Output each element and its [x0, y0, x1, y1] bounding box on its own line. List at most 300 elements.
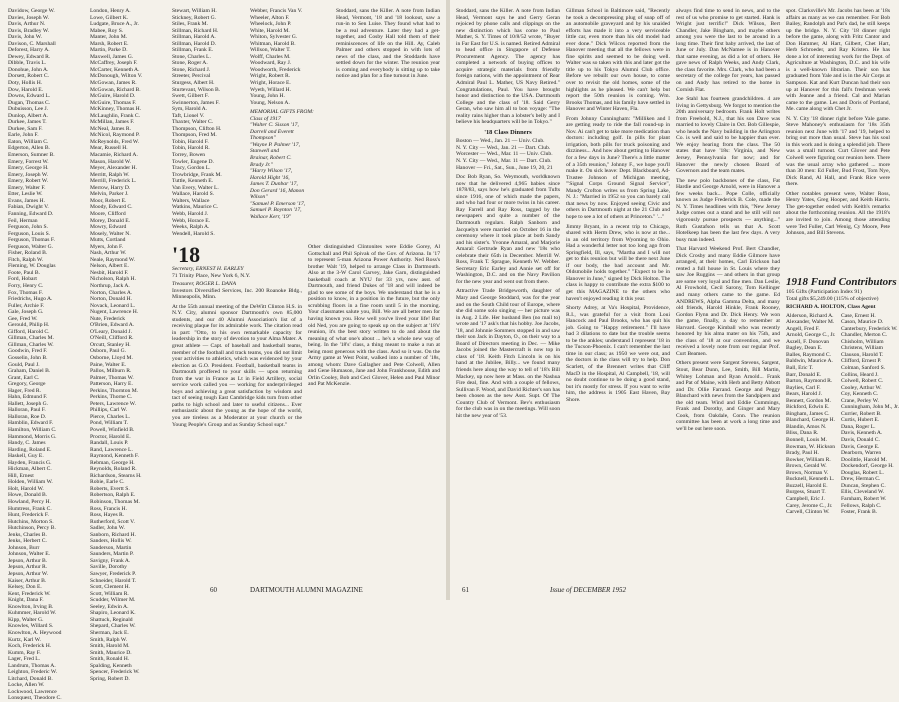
contributor-name: Kurtz, Karl W. — [8, 636, 41, 643]
contributor-name: Jenks, Charles B. — [8, 531, 47, 538]
fund-title: 1918 Fund Contributors — [786, 276, 897, 288]
left-page-number: 60 — [210, 586, 217, 594]
contributor-name: Wallace, Harold S. — [172, 191, 215, 198]
fund-contributor-name: Ellis, Cleveland W. — [841, 489, 885, 496]
fund-contributor-name: Bingham, James C. — [786, 410, 830, 417]
contributor-name: Fuller, Archie F. — [8, 302, 45, 309]
contributor-name: Leighton, Frederic W. — [8, 669, 58, 676]
contributor-name: Moody, Edward C. — [90, 204, 133, 211]
memorial-gift-line: Stanwell and — [250, 148, 280, 155]
contributor-name: Jepson, Arthur B. — [8, 557, 48, 564]
fund-contributor-name: Colman, Sanford S. — [841, 365, 886, 372]
contributor-name: Morey, Donald E. — [90, 217, 131, 224]
fund-contributor-name: Canterbury, Frederick W. — [841, 325, 898, 332]
contributor-name: Maxwell, James G. — [90, 53, 134, 60]
fund-contributor-name: Case, Ernest H. — [841, 312, 876, 319]
contributor-name: Marsh, Robert E. — [90, 40, 129, 47]
fund-list-b — [841, 312, 899, 516]
fund-contributor-name: Christens, William — [841, 345, 883, 352]
contributor-name: Landrum, Thomas A. — [8, 662, 56, 669]
contributor-name: Rand, Lawrence L. — [90, 446, 133, 453]
contributor-name: Emerson, Sumner B. — [8, 152, 55, 159]
contributor-name: O'Brien, Edward A. — [90, 322, 135, 329]
right-col3-body-3: The new polo backbones of the class, Fat Hardie and George Arnold, were in Hanover a few weeks back... Pope Colle, officially known as Judge Frederick B. Cole, made the N. Y. Times headlines with this, "New Jersey Judge comes out a stand and he still will not vigorously pursue prospects — anything..." Ruth Gustafson tells us that A. Scott Hotelkeep has been the last few days. A very busy man indeed. — [676, 177, 780, 243]
contributor-name: Ferguson, Louis S. — [8, 230, 51, 237]
contributor-name: Fox, Thomas F. — [8, 289, 43, 296]
contributor-name: Stone, Richard J. — [172, 66, 211, 73]
contributor-name: Webb, Horace E. — [172, 217, 211, 224]
fund-contributor-name: Bowker, William R. — [786, 456, 831, 463]
memorial-gift-line: Don Gerard '16, Manon — [250, 187, 305, 194]
fund-contributor-name: Brown, Gerald W. — [786, 463, 827, 470]
right-col3-body-5: Others present were Sargent Stevens, Sargent, Stout, Bear Dunn, Lee, Smith, Bill Martin, Whitey Lohman and Ryan Arnold... Frank and Pat of Maine, with Herb and Betty Abbott and Dr. Ollie Farrand. George and Peggy Blanchard with news from the Sandpipers and the old team. Wind and Eddie Cummings, Frank and Dorothy, and Ginger and Mary Cook, from Oakdale, Conn. The reunion committee has been at work a long time and we'll be out here soon. — [676, 360, 780, 432]
events-title: '18 Class Dinners — [484, 128, 532, 136]
contributor-name: Ferguson, John S. — [8, 224, 48, 231]
fund-contributor-name: Carvell, Clinton W. — [786, 509, 830, 516]
right-col1-body-3: Attractive Trade Bridgeworth, daughter of Mary and George Stoddard, was for the year and on the South Child tour of Europe, where she did some solo singing — her picture was in Aug. 2 Life. Her husband Ben (no mail to) wrote and '17 ask's that his hobby. Joe Jacobs, '18, and Johnnie Sommers stopped in and saw their son Jack in Dayton, O., on their way to a Board of Directors meeting in Dec. — Mike Jacobs joined the Mastercraft is now top in class of '18. Keith Fitch Lincoln is on his hand at the Jubilee, Billy... we found many friends here along the way to tell of '18's Bill Mackey, up now here at Mass. on the Nashua Fire deal, fine. And with a couple of fellows, Sullivan F. Wood, and David Richter's son has been chosen as the new Asst. Supt. Of The Country Club of Vermont. Bev's enthusiasm for the club was in on the meetings. Will soon hit the new year of '53. — [456, 288, 560, 419]
contributor-name: Shattuck, Reginald — [90, 616, 133, 623]
contributor-name: Norton, Charles A. — [90, 289, 133, 296]
fund-contributor-name: Blandin, Amos N. — [786, 423, 827, 430]
contributor-name: Johnson, Walter E. — [8, 551, 51, 558]
right-col1-body-2: Doc Bob Ryan, So. Weymouth, worldknown now that he delivered 4,965 babies since 1878/83, says how he's graduated from Tufts since 1916, one of which made the papers, and who had four or more twins in his career. Ray Farrell and Ray Ross, tagged by the newspapers and quite a number of the Dartmouth regulars. Ralph Sanborn and Jacquelyn were married on October 16 in the ceremony where it took place at both Sandy and his sister's. Yvonne Amaral, and Marjorie Amaral: Gertrude Ryan and new '18s who celebrate their 65th in December. Merrill W. Ross, Frank T. Sprague, Kenneth W. Webber. Secretary Eric Earley and Annie set off for Washington, D.C. and on the Navy Pavilion for the new year and went out from there. — [456, 174, 560, 285]
contributor-name: Davidow, George W. — [8, 8, 55, 14]
memorial-title: MEMORIAL GIFTS FROM: — [250, 109, 314, 116]
contributor-name: Nelson, Albert E. — [90, 263, 129, 270]
contributor-name: Jepson, Arthur R. — [8, 564, 48, 571]
contributor-name: Lager, Fred L. — [8, 656, 41, 663]
contributor-name: Davies, Joseph W. — [8, 14, 50, 21]
contributor-name: Spencer, Frederick W. — [90, 669, 140, 676]
contributor-name: Litchard, Donald B. — [8, 675, 53, 682]
contributor-name: Hutchins, Morton S. — [8, 518, 54, 525]
contributor-name: Hammond, Morris G. — [8, 433, 57, 440]
contributor-name: Palmer, Thomas W. — [90, 374, 134, 381]
right-col-3 — [676, 8, 780, 556]
fund-contributor-name: Drew, Herman C. — [841, 476, 881, 483]
contributor-name: Gee, Fred W. — [8, 315, 38, 322]
contributor-name: Durkee, Sam F. — [8, 125, 43, 132]
memorial-gift-line: James T. Dunbar '17, — [250, 181, 298, 188]
contributor-name: Mowry, Edward — [90, 224, 127, 231]
contributor-name: Humtress, Frank C. — [8, 505, 52, 512]
fund-contributor-name: Davis, Kenneth A. — [841, 430, 883, 437]
contributor-name: Raymond, Kenneth F. — [90, 453, 139, 460]
contributor-name: Van Every, Walter L. — [172, 184, 219, 191]
contributor-name: Stone, Charles L. — [172, 53, 211, 60]
fund-contributor-name: Balles, Raymond C. — [786, 351, 832, 358]
contributor-name: Martin, Parke D. — [90, 47, 128, 54]
contributor-name: Webber, Francis Van V. — [250, 8, 303, 14]
memorial-gift-line: "Walter C. Sisson '17, — [250, 122, 299, 129]
fund-contributor-name: Bickford, Edwin E. — [786, 404, 830, 411]
contributor-name: Kaiser, Arthur B. — [8, 577, 47, 584]
right-col2-body-2: From Johnny Cunningham: "Milliken and I are getting ready to ride the fall round-up in Nov. Ai can't get to take more medication than doctors: including golf. In pills for plant irrigation, both pills for truck poisoning and dizziness... And how about getting to Hanover for a few days in June? There's a little matter of a 35th reunion," Johnny F., we hope you'll make it. On sick leave: Dept. Blackboard, Ad- Trustee Johnson of Michigan meeting, '"Signal Corps Ground Signal Service", Mandy Crofton writes us from Spring Lake, N. J.: "Married in 1952 so you can barely call that news by now. Enjoyed seeing Civic and others in Dartmouth night at the 21 Club and hope to see a lot of others at Princeton." '..." — [566, 115, 670, 220]
contributor-name: Earle, John F. — [8, 132, 39, 139]
fund-contributor-name: Arnold, George C., Jr. — [786, 332, 836, 339]
contributor-name: Eaton, William C. — [8, 138, 49, 145]
contributor-name: Reynolds, Roland R. — [90, 466, 137, 473]
contributor-name: Streeter, Percival — [172, 73, 211, 80]
contributor-name: Durkee, James T. — [8, 119, 47, 126]
fund-contributor-name: Colwell, Robert C. — [841, 378, 884, 385]
fund-contributor-name: Dana, Roger L. — [841, 423, 876, 430]
fund-contributor-name: Dockendorf, George H. — [841, 463, 894, 470]
contributor-name: Tobin, Harold F. — [172, 138, 209, 145]
contributor-name: Etter, Leslie W. — [8, 191, 43, 198]
fund-contributor-name: Buzzell, Harold E. — [786, 482, 828, 489]
contributor-name: Richardson, Stearns H. — [90, 472, 142, 479]
contributor-name: Smith, Ronald H. — [90, 656, 130, 663]
contributor-name: Sadler, John W. — [90, 525, 125, 532]
fund-contributor-name: Blanchard, George H. — [786, 417, 835, 424]
contributor-name: Rebman, George H. — [90, 459, 135, 466]
memorial-gift-line: Wilson" — [250, 194, 268, 201]
contributor-name: Webb, Harold J. — [172, 210, 209, 217]
contributor-name: Lockwood, Lawrence — [8, 688, 57, 695]
memorial-gift-line: Samuel P. Boynton '17, — [250, 207, 302, 214]
contributor-name: Kent, Frederick W. — [8, 590, 51, 597]
contributor-name: Emery, George H. — [8, 165, 49, 172]
contributor-name: Swinnerton, James F. — [172, 99, 220, 106]
contributor-name: Emery, Robert W. — [8, 178, 49, 185]
contributor-name: Stillman, Harold D. — [172, 40, 217, 47]
fund-contributor-name: Doolittle, Harold M. — [841, 456, 887, 463]
contributor-name: Paine, Walter E. — [90, 361, 127, 368]
fund-contributor-name: Cooley, Arthur W. — [841, 384, 882, 391]
contributor-name: Howland, Percy H. — [8, 499, 51, 506]
contributor-name: Neale, Raymond W. — [90, 256, 136, 263]
contributor-name: Thompson, Clifton H. — [172, 125, 222, 132]
contributor-name: Gale, Joseph G. — [8, 309, 44, 316]
contributor-name: Manter, John M. — [90, 34, 128, 41]
contributor-name: Perkins, Thorne C. — [90, 394, 133, 401]
class-dinner-event: N. Y. City — Wed., Jan. 21 — Dart. Club. — [456, 144, 551, 151]
class-dinner-event: Boston — Wed., Jan. 21 — Univ. Club. — [456, 138, 545, 145]
right-col-1 — [456, 8, 560, 556]
contributor-name: Gregory, George — [8, 381, 46, 388]
memorial-gift-line: Harold Hight '16, — [250, 174, 290, 181]
fund-contributor-name: Burgess, Stuart T. — [786, 489, 826, 496]
class-18-body-2: Other distinguished Clintonites were Eddie Gorey, Al Gottschall and Phil Spivak of the Gov. of Arizona. In '17 to represent 5-man Arizona Power Authority. Ned Ross's brother Walt '19, helped to arrange Class in Dartmouth. Also at the 3-W Carol Garvey, Jake Garn, distinguished basketball coach at NYU for 33 yrs, now asst. of Dartmouth, and friend Dukes of '18 and will indeed be glad to see some of the boys. We understand that he is a position to know, in a position in the future, but the only scrubbing floors in a fine room until 5 in the morning. Your classmates salute you, Bill. We are all better men for having known you. How well you've lived your life! But old Ned, you are going to speak up on the subject at '18's' reunion, it's the best story written to do and about the meaning of what one's about ... he's a whole new way of being. In the '18's' class, a thing meant to make a run at being most generous with the class. And so it was. On the Army game at West Point, walked into a number of '18s, among whom: Dave Gallagher and Pete Colwell, Allen and Gene Humason, Jane and John Frankhouse, Edith and Orlin Cooley, Bob and Ceci Glover, Helen and Paul Minor and Pat McKenzie. — [308, 244, 440, 388]
contributor-name: McNeal, James R. — [90, 125, 132, 132]
contributor-name: Davison, C. Marshall — [8, 40, 56, 47]
contributor-name: Ferguson, Walter G. — [8, 243, 54, 250]
contributor-name: Towler, Eugene D. — [172, 158, 214, 165]
class-18-column — [172, 244, 302, 564]
contributor-name: Hager, Fred R. — [8, 387, 42, 394]
class-18-body: At the 55th annual meeting of the DeWitt Clinton H.S. in N.Y. City, alumni sponsor Dartmouth's own 85,000 students, and our 40 Alumni Association's list of a receiving plaque for its admirable work. The citation read in part: "Otto, to his own remarkable capacity for leadership in the story of devotion to your Alma Mater. A great athlete — Capt. of baseball and basketball teams, member of the football and track teams, you did not limit your activities to athletics, which was evidenced by your election as G.O. President. Football, basketball teams in Dartmouth proffered to your skills — upon returning from the war in France as Lt in Field Artillery, social service work called you — working for underprivileged boys and achieving a great satisfaction by wisdom and tact of seeing tough East Cambridge kids turn from other paths to high school and later to useful citizens... Ever enthusiastic about the young as the hope of the world, you are tireless as a Moderator at your church or the Young People's Group and as Sunday School supt." — [172, 303, 302, 428]
contributor-name: Knowlton, A. Heywood — [8, 629, 62, 636]
left-col-3 — [172, 8, 244, 244]
contributor-name: Feil, Herman — [8, 217, 38, 224]
contributor-name: Sanderson, Martin — [90, 544, 132, 551]
contributor-name: Gerould, Philip H. — [8, 322, 50, 329]
contributor-name: Orcutt, Stanley H. — [90, 341, 131, 348]
fund-contributor-name: Angell, Fred F. — [786, 325, 820, 332]
contributor-name: Haskell, Guy E. — [8, 453, 44, 460]
contributor-name: Shepard, Charles W. — [90, 623, 136, 630]
fund-contributor-name: Curtis, Hubert E. — [841, 417, 880, 424]
contributor-name: Hamilton, William C. — [8, 427, 57, 433]
contributor-name: Powell, Winfield B. — [90, 427, 135, 433]
contributor-name: Forry, Henry C. — [8, 282, 44, 289]
contributor-name: Pierce, Charles L. — [90, 413, 131, 420]
contributor-name: Spring, Robert D. — [90, 675, 130, 682]
contributor-name: Sturgess, Albert H. — [172, 80, 215, 87]
contributor-name: Mosely, Walter N. — [90, 230, 131, 237]
contributor-name: Gifford, Harold C. — [8, 328, 50, 335]
contributor-name: Dubuisson, Lee J. — [8, 106, 49, 113]
treasurer-address: Investors Diversified Services, Inc. 200 Roanoke Bldg., Minneapolis, Minn. — [172, 287, 302, 301]
contributor-name: Stillman, Richard H. — [172, 27, 219, 34]
contributor-name: Stickney, Robert G. — [172, 14, 217, 21]
fund-contributor-name: Bucknell, Kenneth L. — [786, 476, 835, 483]
fund-contributor-name: Alderson, Richard A. — [786, 312, 834, 319]
fund-contributor-name: Currier, Robert B. — [841, 410, 882, 417]
memorial-gift-line: Brainar, Robert C. — [250, 155, 292, 162]
contributor-name: Hutchinson, Percy B. — [8, 525, 56, 532]
left-col-2 — [90, 8, 166, 682]
memorial-gift-line: Darrell and Everett — [250, 128, 294, 135]
right-col4-body-3: Other notables present were, Walter Ross, Henry Yates, Greg Hooper, and Keith Harris. The get-together ended with Keith's remarks about the forthcoming reunion. All the 1918's are invited to join. Among those attending were Ted Fuller, Carl Wenig, Cy Moore, Pete Johnson, and Bill Stevens. — [786, 190, 890, 237]
contributor-name: Osborn, Paul G. — [90, 348, 127, 355]
contributor-name: Knight, Dana F. — [8, 597, 44, 604]
contributor-name: Fabian, Dwight V. — [8, 204, 49, 211]
fund-contributor-name: Ball, Eric T. — [786, 365, 814, 372]
contributor-name: Kumm, Ray F. — [8, 649, 41, 656]
contributor-name: Merrill, Frederick L. — [90, 178, 137, 185]
fund-contributor-name: Brady, Paul H. — [786, 450, 819, 457]
fund-contributor-name: Barton, Raymond R. — [786, 378, 833, 385]
contributor-name: McKinney, Thomas H. — [90, 106, 142, 113]
contributor-name: Stillman, Frank E. — [172, 47, 214, 54]
contributor-name: Weeks, Ralph A. — [172, 224, 210, 231]
contributor-name: Young, John H. — [250, 93, 285, 100]
fund-contributor-name: Collins, Heard J. — [841, 371, 879, 378]
contributor-name: Jepson, Arthur W. — [8, 571, 49, 578]
contributor-name: Wright, Robert R. — [250, 73, 291, 80]
memorial-gift-line: Class of 1917 — [250, 115, 281, 122]
contributor-name: Wendell, Harold S. — [172, 230, 215, 237]
memorial-gift-line: Thompson" — [250, 135, 276, 142]
memorial-gift-line: Brady Jr." — [250, 161, 273, 168]
contributor-name: Macamie, Richard A. — [90, 152, 138, 159]
contributor-name: Taft, Lionel V. — [172, 112, 205, 119]
contributor-name: Handy, C. James — [8, 440, 46, 447]
contributor-name: Proctor, Harold E. — [90, 433, 131, 440]
contributor-name: Watkins, Maurice C. — [172, 204, 219, 211]
contributor-name: Halloran, Roe D. — [8, 413, 47, 420]
contributor-name: Donohue, John A. — [8, 66, 49, 73]
contributor-name: Ferguson, Thomas F. — [8, 237, 55, 244]
fund-contributor-name: Farnham, Robert W. — [841, 495, 887, 502]
contributor-name: Young, Nelson A. — [250, 99, 290, 106]
contributor-name: Whitman, Harold B. — [250, 40, 296, 47]
contributor-name: Seeley, Edwin A. — [90, 603, 129, 610]
contributor-name: Woodward, Ray J. — [250, 60, 292, 67]
fund-contributor-name: Cason, Maurice D. — [841, 319, 884, 326]
contributor-name: Downs, Edward L. — [8, 93, 51, 100]
left-col5-body: Stoddard, sans the Killer. A note from Indian Head, Vermont, '18 and '18 lookout, saw a run-in to Sen Luise. They found what had to be a real adventure. Later they had a get-together, and Cosby Hall told them of their reminiscences of life on the Hill. Ay, Caleb Palmer and others stopped in with lots of news of the class, and the Stoddards have settled down for the winter. The reunion year is coming and everybody is sitting up to take notice and plan for a fine turnout in June. — [336, 8, 440, 80]
contributor-name: Whiton, Sylvester G. — [250, 34, 298, 41]
fund-contributor-name: Clauson, Harold T. — [841, 351, 884, 358]
contributor-name: Phillips, Carl W. — [90, 407, 127, 414]
contributor-name: Robinson, Thomas M. — [90, 499, 140, 506]
contributor-name: Pallos, Milburn R. — [90, 368, 132, 375]
memorial-gift-line: "Harry Wilson '17, — [250, 168, 293, 175]
right-page-number: 61 — [462, 586, 469, 594]
contributor-name: McMillan, James F. — [90, 119, 135, 126]
contributor-name: Ludgate, Bruce A., Jr. — [90, 21, 139, 28]
contributor-name: Gosselin, John B. — [8, 354, 48, 361]
contributor-name: Sym, Harold A. — [172, 106, 208, 113]
contributor-name: Mabee, Roy S. — [90, 27, 124, 34]
class-dinner-event: Worcester — Wed., Mar. 11 — Univ. Club. — [456, 151, 553, 158]
contributor-name: Sawyer, Frederick P. — [90, 571, 137, 578]
contributor-name: Nesbit, Harold F. — [90, 269, 129, 276]
contributor-name: Scott, Clement H. — [90, 584, 131, 591]
magazine-title: DARTMOUTH ALUMNI MAGAZINE — [250, 586, 363, 594]
contributor-name: Knowlton, Irving B. — [8, 603, 54, 610]
contributor-name: Novack, Leonard L. — [90, 302, 136, 309]
contributor-name: McCaffrey, Joseph F. — [90, 60, 138, 67]
contributor-name: Fleming, W. Douglas — [8, 263, 56, 270]
class-18-column-2 — [308, 244, 440, 564]
fund-contributor-name: Barr, Donald E. — [786, 371, 822, 378]
contributor-name: Emery, Joseph W. — [8, 171, 49, 178]
class-dinner-event: N. Y. City — Wed., Mar. 11 — Dart. Club. — [456, 158, 552, 165]
fund-contributor-name: Bliss, Dana R. — [786, 430, 819, 437]
contributor-name: McGowan, James R. — [90, 80, 137, 87]
left-page — [0, 0, 446, 702]
contributor-name: McGowan, Richard B. — [90, 86, 141, 93]
contributor-name: Tobin, Harold R. — [172, 145, 210, 152]
contributor-name: Dewey, Edward R. — [8, 53, 51, 60]
contributor-name: Hahn, Edmund F. — [8, 394, 48, 401]
contributor-name: Grant, Earl C. — [8, 374, 40, 381]
contributor-name: Spalding, Kenneth — [90, 662, 132, 669]
fund-contributor-name: Carey, Jerome C., Jr. — [786, 502, 833, 509]
fund-contributor-name: Brown, Norman V. — [786, 469, 829, 476]
right-page — [450, 0, 899, 600]
contributor-name: Lonsquest, Theodore C. — [8, 695, 62, 702]
contributor-name: Stewart, William H. — [172, 8, 217, 14]
issue-title: Issue of DECEMBER 1952 — [550, 586, 627, 594]
fund-contributor-name: Bowman, W. Hickson — [786, 443, 836, 450]
contributor-name: Swett, Gilbert F. — [172, 93, 209, 100]
contributor-name: Deforest, Harry A. — [8, 47, 50, 54]
class-18-numeral: '18 — [172, 242, 201, 267]
right-col-4 — [786, 8, 890, 270]
contributor-name: Hunt, Frederick F. — [8, 512, 49, 519]
contributor-name: Wyeth, Willard H. — [250, 86, 291, 93]
fund-contributor-name: Davis, George E. — [841, 443, 880, 450]
contributor-name: Mear, Russell H. — [90, 145, 128, 152]
contributor-name: Dorsett, Robert C. — [8, 73, 50, 80]
fund-contributor-name: Crane, Perley W. — [841, 397, 879, 404]
contributor-name: McDonough, Wilton V. — [90, 73, 143, 80]
contributor-name: Smith, Maurice D. — [90, 649, 132, 656]
fund-contributor-name: Fellows, Ralph C. — [841, 502, 882, 509]
contributor-name: Sturtevant, Wilson B. — [172, 86, 221, 93]
contributor-name: Merrow, Harry D. — [90, 184, 131, 191]
contributor-name: Doty, Hollis H. — [8, 80, 43, 87]
contributor-name: Jenks, Herbert C. — [8, 538, 47, 545]
contributor-name: Trowbridge, Frank M. — [172, 171, 222, 178]
contributor-name: Nash, Arthur W. — [90, 250, 127, 257]
fund-contributor-name: Bagley, Dean E. — [786, 345, 823, 352]
contributor-name: Hallett, Joseph G. — [8, 400, 49, 407]
secretary-line: Secretary, ERNEST H. EARLEY — [172, 266, 244, 272]
fund-contributor-name: Coy, Kenneth C. — [841, 391, 879, 398]
fund-contributor-name: Campbell, Eric J. — [786, 495, 825, 502]
fund-contributor-name: Baldwin, Maurice A. — [786, 358, 833, 365]
contributor-name: Torrey, Bowen — [172, 152, 206, 159]
contributor-name: Nugent, Lawrence H. — [90, 309, 139, 316]
contributor-name: Perkins, Thornton M. — [90, 387, 139, 394]
right-col1-body: Stoddard, sans the Killer. A note from Indian Head, Vermont says he and Gerry Geran rejoiced by phone calls and clippings on the new distinction which has come to Paul Mather, S. Y. Times of 10/8/52 wrote, "Buyer in Far East for U.S. is named. Retired Admiral to head office in Singapore of Defense Procurement Agency. The agency has completed a network of buying offices to acquire strategic materials from friendly foreign nations, with the appointment of Rear Admiral Paul L. Mather, US Navy Retired." Congratulations, Paul. You have brought honor and distinction to the USA. Dartmouth College and the class of '18. Said Gerry Geran, who saw him all to bon voyage: "The reality rains higher than a lobster's belly and I believe his headquarters will be in Tokyo." — [456, 8, 560, 126]
contributor-name: Walters, Wallace — [172, 197, 210, 204]
left-col-4 — [250, 8, 330, 244]
contributor-name: Johnson, Burr — [8, 544, 40, 551]
contributor-name: Edgerton, Allen B. — [8, 145, 50, 152]
contributor-name: Peters, Lawrence W. — [90, 400, 136, 407]
contributor-name: Fisher, Roland B. — [8, 250, 48, 257]
right-col3-body-2: Joe Stahl has fourteen grandchildren. 4 are living in Gettysburg. We forgot to mention the 20th anniversary bedroom. Frank Holt writes from Freehold, N.J., that his son Dave was married to lovely Claire in Oct. Bob Gillespie, who heads the Navy building in the Arlington Co. is well and said to be happier than ever. We enjoy hearing from the class. The 50 states that have '18s: Virginia, and New Jersey, Pennsylvania for now; and for Hanover the newly chosen Board of Governors and the team mates. — [676, 96, 780, 175]
contributor-name: Tracy, Gordon L. — [172, 165, 211, 172]
contributor-name: Davis, John W. — [8, 34, 42, 41]
contributor-name: McReynolds, Fred W. — [90, 138, 140, 145]
contributor-name: Halloran, Paul F. — [8, 407, 46, 414]
contributor-name: Ross, Hayes R. — [90, 512, 125, 519]
fund-stat-line: Total gifts $5,249.00 (115% of objective) — [786, 295, 879, 302]
right-col4-body-2: N. Y. City '18 dinner right before Yale game. Steve Mahoney's enthusiasm for '18s 35th reunion next June with '17 and '19, helped to bring out more than usual. Steve has his soul in this work and is doing a splendid job. There was a small turnout. Curt Glover and Pete Colwell were figuring our reunion here. There was the usual array who gathered ... more than 30 men: Ed Fuller, Bud Frost, Tom Nye, Dick Rand, Al Hall, and Frank Rice were there. — [786, 115, 890, 188]
treasurer-line: Treasurer, ROGER L. DANA — [172, 281, 237, 288]
contributor-name: Scudder, Wilmer M. — [90, 597, 136, 604]
contributor-name: Smith, Ralph W. — [90, 636, 127, 643]
fund-contributor-name: Dearborn, Warren — [841, 450, 882, 457]
fund-agent: RICHARD A. HOLTON, Class Agent — [786, 304, 876, 311]
contributor-name: Friedrichs, Hugo A. — [8, 296, 53, 303]
fund-contributor-name: Douglas, Robert L. — [841, 469, 884, 476]
contributor-name: Osborne, Lloyd M. — [90, 354, 133, 361]
contributor-name: McCarter, Kenneth A. — [90, 66, 140, 73]
fund-contributor-name: Duncan, Stephen C. — [841, 482, 886, 489]
contributor-name: Hickman, Albert C. — [8, 466, 52, 473]
contributor-name: Ford, Hobart — [8, 276, 37, 283]
contributor-name: London, Henry A. — [90, 8, 131, 14]
contributor-name: Woodworth, Frederick — [250, 66, 301, 73]
contributor-name: McLaughlin, Frank C. — [90, 112, 141, 119]
contributor-name: Nicholson, Ralph H. — [90, 276, 136, 283]
contributor-name: Dunlop, Albert A. — [8, 112, 49, 119]
fund-stat-line: 105 Gifts (Participation Index 91) — [786, 289, 862, 295]
fund-contributor-name: Chisholm, William — [841, 338, 884, 345]
contributor-name: Saunders, Martin P. — [90, 551, 134, 558]
contributor-name: Sherman, Jack E. — [90, 629, 129, 636]
contributor-name: Foote, Paul B. — [8, 269, 41, 276]
contributor-name: Tuttle, Kenneth E. — [172, 178, 214, 185]
fund-contributor-name: Alexander, Walter M. — [786, 319, 835, 326]
contributor-name: Dibble, Travis L. — [8, 60, 47, 67]
contributor-name: Kelsey, Don E. — [8, 584, 42, 591]
left-col-1 — [8, 8, 84, 702]
fund-contributor-name: Davis, Donald C. — [841, 437, 880, 444]
contributor-name: Kipp, Walter G. — [8, 616, 44, 623]
contributor-name: Harding, Roland E. — [8, 446, 52, 453]
contributor-name: Pond, William T. — [90, 420, 128, 427]
